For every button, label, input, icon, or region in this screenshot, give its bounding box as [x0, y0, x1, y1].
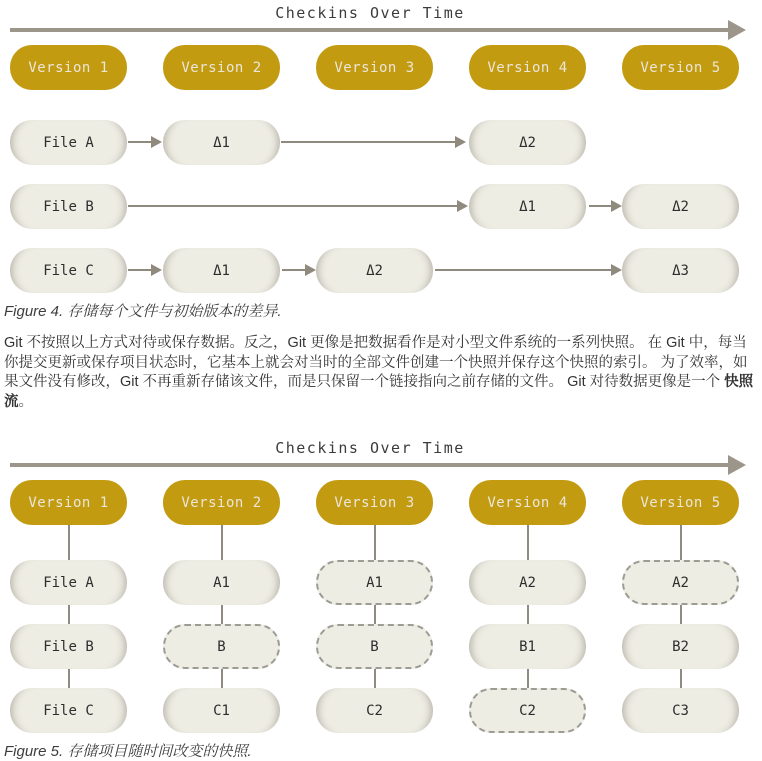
version-pill: Version 2: [163, 480, 280, 525]
snapshot-pill: B: [316, 624, 433, 669]
snapshot-stream-term: 快照流: [4, 374, 754, 410]
figure4-timeline-header: [0, 4, 762, 38]
connector-line: [221, 605, 223, 624]
figure4-caption: Figure 4. 存储每个文件与初始版本的差异.: [4, 303, 282, 320]
snapshot-grid: [10, 480, 762, 733]
snapshot-pill: B2: [622, 624, 739, 669]
snapshot-column: [622, 480, 739, 733]
connector-line: [527, 605, 529, 624]
connector-line: [68, 605, 70, 624]
snapshot-pill: C2: [316, 688, 433, 733]
snapshot-pill: A2: [469, 560, 586, 605]
delta-pill: Δ1: [469, 184, 586, 229]
snapshot-pill: C3: [622, 688, 739, 733]
connector-line: [680, 669, 682, 688]
snapshot-pill: A1: [163, 560, 280, 605]
file-pill: File B: [10, 184, 127, 229]
arrow-right-icon: [282, 269, 306, 271]
connector-line: [374, 669, 376, 688]
page: [0, 4, 762, 760]
delta-pill: Δ2: [469, 120, 586, 165]
arrow-right-icon: [128, 205, 458, 207]
figure5-timeline-header: [0, 439, 762, 473]
version-pill: Version 2: [163, 45, 280, 90]
snapshot-column: [316, 480, 433, 733]
version-pill: Version 3: [316, 45, 433, 90]
snapshot-pill: File C: [10, 688, 127, 733]
file-pill: File C: [10, 248, 127, 293]
timeline-title: Checkins Over Time: [275, 4, 465, 22]
version-pill: Version 4: [469, 45, 586, 90]
snapshot-pill: B1: [469, 624, 586, 669]
snapshot-pill: File B: [10, 624, 127, 669]
arrow-right-icon: [589, 205, 612, 207]
version-pill: Version 4: [469, 480, 586, 525]
delta-pill: Δ3: [622, 248, 739, 293]
timeline-arrow-right-icon: [10, 463, 729, 467]
file-pill: File A: [10, 120, 127, 165]
snapshot-pill: A1: [316, 560, 433, 605]
connector-line: [527, 669, 529, 688]
paragraph-text: Git 不按照以上方式对待或保存数据。反之，Git 更像是把数据看作是对小型文件系统的一系列快照。 在 Git 中，每当你提交更新或保存项目状态时，它基本上就会对当时的全部文件创建一个快照并保存这个快照的索引。 为了效率，如果文件没有修改，Git 不再重新存储该文件，而是只保留一个链接指向之前存储的文件。 Git 对待数据更像是一个: [4, 335, 748, 390]
file-c-row: [0, 248, 762, 293]
version-pill: Version 5: [622, 480, 739, 525]
connector-line: [374, 525, 376, 560]
body-paragraph: [4, 334, 758, 412]
paragraph-text: 。: [18, 393, 33, 410]
snapshot-pill: C2: [469, 688, 586, 733]
version-pill: Version 1: [10, 45, 127, 90]
snapshot-pill: C1: [163, 688, 280, 733]
connector-line: [68, 525, 70, 560]
snapshot-column: [469, 480, 586, 733]
version-pill: Version 5: [622, 45, 739, 90]
version-pill: Version 3: [316, 480, 433, 525]
snapshot-pill: B: [163, 624, 280, 669]
connector-line: [221, 525, 223, 560]
delta-pill: Δ1: [163, 248, 280, 293]
connector-line: [68, 669, 70, 688]
file-b-row: [0, 184, 762, 229]
figure4-version-row: [10, 45, 762, 90]
connector-line: [680, 605, 682, 624]
snapshot-column: [10, 480, 127, 733]
delta-pill: Δ2: [316, 248, 433, 293]
connector-line: [374, 605, 376, 624]
version-pill: Version 1: [10, 480, 127, 525]
connector-line: [680, 525, 682, 560]
arrow-right-icon: [128, 141, 152, 143]
figure5-diagram: [0, 439, 762, 761]
file-a-row: [0, 120, 762, 165]
timeline-title: Checkins Over Time: [275, 439, 465, 457]
connector-line: [221, 669, 223, 688]
snapshot-pill: A2: [622, 560, 739, 605]
snapshot-column: [163, 480, 280, 733]
connector-line: [527, 525, 529, 560]
snapshot-pill: File A: [10, 560, 127, 605]
timeline-arrow-right-icon: [10, 28, 729, 32]
arrow-right-icon: [281, 141, 456, 143]
delta-pill: Δ1: [163, 120, 280, 165]
delta-pill: Δ2: [622, 184, 739, 229]
arrow-right-icon: [128, 269, 152, 271]
figure4-diagram: [0, 4, 762, 321]
figure5-caption: Figure 5. 存储项目随时间改变的快照.: [4, 743, 252, 760]
arrow-right-icon: [435, 269, 612, 271]
